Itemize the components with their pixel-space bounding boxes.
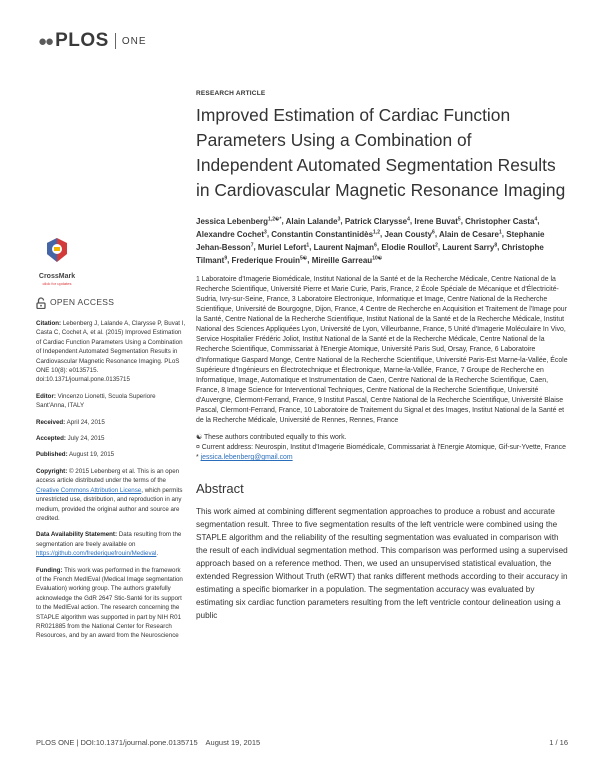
crossmark-sublabel: click for updates: [42, 281, 72, 286]
author-item: [196, 217, 281, 226]
logo-journal: ONE: [121, 35, 147, 47]
crossmark-badge[interactable]: [37, 236, 77, 286]
author-item: [414, 217, 460, 226]
author-affiliation-marker: 6: [374, 241, 377, 248]
data-availability-post: .: [156, 550, 159, 558]
funding-block: [36, 566, 186, 641]
author-name: Christopher Casta: [465, 216, 535, 226]
citation-block: [36, 319, 186, 385]
author-item: [465, 217, 537, 226]
editor-text: Vincenzo Lionetti, Scuola Superiore Sant'Anna, ITALY: [36, 392, 156, 410]
crossmark-icon: [43, 236, 71, 268]
author-name: Laurent Sarry: [442, 242, 495, 252]
author-affiliation-marker: 3: [264, 228, 267, 235]
email-note: [196, 453, 570, 463]
author-affiliation-marker: 10☯: [372, 254, 383, 261]
author-affiliation-marker: 9: [224, 254, 228, 261]
abstract-text: This work aimed at combining different segmentation approaches to produce a robust and accurate segmentation result. Three to five segmentation results of the left ventricle were combined using the STAPLE algorithm and the reliability of the resulting segmentation was evaluated in comparison with the result of each individual segmentation method. This comparison was performed using a supervised approach based on a reference method. Then, we used an unsupervised statistical evaluation, the extended Regression Without Truth (eRWT) that ranks different methods according to their accuracy in estimating a specific biomarker in a population. The segmentation accuracy was evaluated by estimating six cardiac function parameters resulting from the left ventricle contour delineation using a public: [196, 506, 568, 621]
author-affiliation-marker: 1,2☯*: [268, 216, 282, 222]
author-name: Muriel Lefort: [257, 242, 307, 252]
author-name: Stephanie Jehan-Besson: [196, 229, 545, 252]
author-affiliation-marker: 5☯: [300, 254, 308, 261]
accepted-block: [36, 434, 186, 443]
author-affiliation-marker: 5: [457, 216, 461, 222]
article-title: Improved Estimation of Cardiac Function Parameters Using a Combination of Independent Automated Segmentation Results in Cardiovascular Magnetic Resonance Imaging: [196, 105, 566, 200]
funding-text: This work was performed in the framework of the French MedIEval (Medical Image segmentation Evaluation) working group. The authors gratefully acknowledge the GdR 2647 Stic-Santé for its support to the MedIEval action. The research concerning the STAPLE algorithm was supported in part by NIH R01 RR021885 from the National Center for Research Resources, and by an award from the Neuroscience: [36, 566, 183, 640]
logo-separator: [115, 33, 116, 49]
license-link[interactable]: Creative Commons Attribution License: [36, 486, 142, 494]
data-availability-pre: Data resulting from the segmentation are freely available on: [36, 531, 182, 548]
published-label: Published:: [36, 451, 68, 459]
author-name: Irene Buvat: [414, 216, 458, 226]
author-item: [314, 243, 377, 252]
author-name: Jean Cousty: [384, 229, 433, 239]
author-item: [271, 230, 380, 239]
author-affiliation-marker: 1,2: [373, 228, 380, 235]
author-name: Laurent Najman: [313, 242, 375, 252]
email-link[interactable]: jessica.lebenberg@gmail.com: [200, 454, 293, 462]
github-link[interactable]: https://github.com/frederiquefrouin/Medieval: [36, 550, 157, 558]
author-affiliation-marker: 7: [250, 241, 254, 248]
accepted-label: Accepted:: [36, 435, 66, 443]
citation-text: Lebenberg J, Lalande A, Clarysse P, Buvat I, Casta C, Cochet A, et al. (2015) Improved Estimation of Cardiac Function Parameters Using a Combination of Independent Automated Segmentation Results in Cardiovascular Magnetic Resonance Imaging. PLoS ONE 10(8): e0135715. doi:10.1371/journal.pone.0135715: [36, 320, 186, 384]
author-item: [258, 243, 309, 252]
author-name: Alain de Cesare: [438, 229, 499, 239]
author-name: Elodie Roullot: [381, 242, 436, 252]
plos-one-logo: [38, 30, 147, 52]
open-access-badge: [36, 297, 186, 309]
author-name: Alexandre Cochet: [196, 229, 265, 239]
affiliations: 1 Laboratoire d'Imagerie Biomédicale, Institut National de la Santé et de la Recherche Médicale, Centre National de la Recherche Scientifique, Université Pierre et Marie Curie, Paris, France, 2 École Spéciale de Mécanique et d'Électricité-Sudria, Ivry-sur-Seine, France, 3 Laboratoire Electronique, Informatique et Image, Centre National de la Recherche Scientifique, Université de Bourgogne, Dijon, France, 4 Centre de Recherche en Acquisition et Traitement de l'Image pour la Santé, Centre National de la Recherche Scientifique, Institut National de la Santé et de la Recherche Médicale, Institut National des Sciences Appliquées Lyon, Université de Lyon, Villeurbanne, France, 5 Unité d'Imagerie Moléculaire In Vivo, Service Hospitalier Frédéric Joliot, Institut National de la Santé et de la Recherche Médicale, Centre National de la Recherche Scientifique, Commissariat à l'Energie Atomique, Université Paris Sud, Orsay, France, 6 Laboratoire d'Informatique Gaspard Monge, Centre National de la Recherche Scientifique, Université Paris-Est Marne-la-Vallée, École Supérieure d'Ingénieurs en Électrotechnique et Électronique, Marne-la-Vallée, France, 7 Groupe de Recherche en Informatique, Image, Automatique et Instrumentation de Caen, Centre National de la Recherche Scientifique, Caen, France, 8 Image Science for Interventional Techniques, Centre National de la Recherche Scientifique, Université d'Auvergne, Clermont-Ferrand, France, 9 Institut Pascal, Centre National de la Recherche Scientifique, Université Blaise Pascal, Clermont-Ferrand, France, 10 Laboratoire de Traitement du Signal et des Images, Institut National de la Santé et de la Recherche Médicale, Université de Rennes, Rennes, France: [196, 275, 568, 425]
author-name: Mireille Garreau: [311, 255, 373, 265]
current-address-note: ¤ Current address: Neurospin, Institut d'Imagerie Biomédicale, Commissariat à l'Energie Atomique, Gif-sur-Yvette, France: [196, 444, 566, 452]
data-availability-label: Data Availability Statement:: [36, 531, 118, 539]
equal-contribution-note: ☯ These authors contributed equally to this work.: [196, 434, 347, 442]
copyright-post: , which permits unrestricted use, distribution, and reproduction in any medium, provided the original author and source are credited.: [36, 486, 183, 522]
open-lock-icon: [36, 297, 46, 309]
author-item: [232, 256, 308, 265]
author-notes: [196, 433, 570, 463]
author-affiliation-marker: 1: [499, 228, 502, 235]
author-affiliation-marker: 3: [337, 216, 341, 222]
citation-label: Citation:: [36, 320, 62, 327]
author-item: [312, 256, 383, 265]
author-name: Christophe Tilmant: [196, 242, 544, 265]
footer-citation: PLOS ONE | DOI:10.1371/journal.pone.0135715 August 19, 2015: [36, 738, 261, 747]
data-availability-block: [36, 530, 186, 558]
logo-dots-icon: ●●: [38, 32, 53, 50]
received-label: Received:: [36, 418, 66, 426]
author-affiliation-marker: 8: [494, 241, 498, 248]
author-name: Patrick Clarysse: [344, 216, 408, 226]
sidebar: [36, 297, 186, 648]
author-affiliation-marker: 1: [306, 241, 310, 248]
author-affiliation-marker: 4: [534, 216, 538, 222]
author-item: [345, 217, 410, 226]
editor-label: Editor:: [36, 392, 56, 400]
copyright-pre: © 2015 Lebenberg et al. This is an open access article distributed under the terms of the: [36, 467, 180, 485]
author-name: Frederique Frouin: [231, 255, 300, 265]
author-item: [286, 217, 341, 226]
author-affiliation-marker: 6: [432, 228, 435, 235]
author-item: [439, 230, 502, 239]
page-footer: [36, 738, 568, 747]
accepted-text: July 24, 2015: [67, 435, 105, 443]
received-text: April 24, 2015: [66, 418, 105, 426]
author-name: Alain Lalande: [285, 216, 338, 226]
published-text: August 19, 2015: [69, 451, 115, 459]
email-marker: *: [196, 454, 199, 462]
copyright-block: [36, 467, 186, 523]
author-item: [196, 230, 267, 239]
author-name: Jessica Lebenberg: [196, 216, 269, 226]
logo-name: PLOS: [55, 30, 109, 51]
author-affiliation-marker: 4: [407, 216, 410, 222]
author-affiliation-marker: 2: [435, 241, 438, 248]
author-item: [442, 243, 497, 252]
page-number: 1 / 16: [549, 738, 568, 747]
editor-block: [36, 392, 186, 411]
published-block: [36, 450, 186, 459]
author-list: Jessica Lebenberg$^{1,2☯*}$, Alain Lalande$^3$, Patrick Clarysse$^4$, Irene Buvat$^5$, Christopher Casta$^4$, Alexandre Cochet$^3$, Constantin Constantinidès$^{1,2}$, Jean Cousty$^6$, Alain de Cesare$^1$, Stephanie Jehan-Besson$^7$, Muriel Lefort$^1$, Laurent Najman$^6$, Elodie Roullot$^2$, Laurent Sarry$^8$, Christophe Tilmant$^9$, Frederique Frouin$^{5☯}$, Mireille Garreau$^{10☯}$: [196, 216, 545, 265]
main-column: [196, 90, 570, 622]
funding-label: Funding:: [36, 566, 63, 574]
author-name: Constantin Constantinidès: [271, 229, 374, 239]
crossmark-label: CrossMark: [38, 273, 76, 280]
author-item: [381, 243, 438, 252]
author-item: [384, 230, 434, 239]
abstract-heading: Abstract: [196, 480, 244, 496]
open-access-text: OPEN ACCESS: [50, 297, 115, 308]
received-block: [36, 418, 186, 427]
article-type: RESEARCH ARTICLE: [196, 90, 266, 97]
copyright-label: Copyright:: [36, 467, 68, 475]
